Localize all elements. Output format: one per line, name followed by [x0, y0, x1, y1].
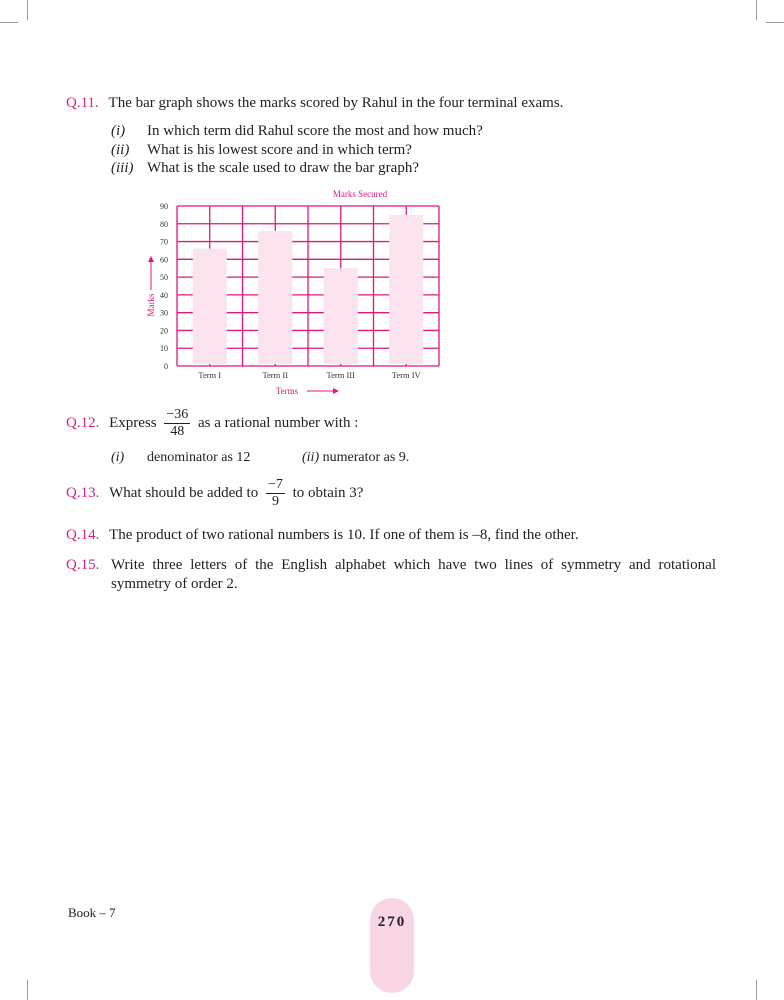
crop-mark — [27, 980, 28, 1000]
question-number: Q.14. — [66, 527, 100, 543]
denominator: 48 — [170, 424, 185, 439]
question-text: What should be added to — [109, 484, 259, 501]
y-tick-label: 30 — [160, 308, 168, 318]
book-label: Book – 7 — [68, 905, 116, 920]
part-label: (ii) — [302, 450, 320, 465]
page-number-tab — [370, 898, 414, 993]
page-number: 270 — [377, 914, 407, 930]
part-text: What is his lowest score and in which term? — [147, 142, 412, 158]
fraction — [266, 477, 285, 510]
q12-part-ii — [302, 450, 409, 466]
y-axis-arrow — [148, 256, 154, 290]
y-tick-label: 10 — [160, 344, 168, 354]
y-axis-label: Marks — [146, 293, 156, 317]
numerator: −7 — [267, 477, 283, 492]
bar-chart — [0, 0, 784, 420]
y-tick-label: 60 — [160, 255, 168, 265]
question-13 — [66, 477, 363, 510]
question-text: as a rational number with : — [198, 414, 359, 431]
question-text: Express — [109, 414, 157, 431]
bar-term-iii — [324, 268, 358, 364]
part-text: What is the scale used to draw the bar graph? — [147, 160, 419, 176]
y-tick-label: 40 — [160, 290, 168, 300]
question-number: Q.11. — [66, 95, 99, 111]
fraction — [164, 407, 190, 440]
q12-part-i — [111, 450, 250, 466]
numerator: −36 — [166, 407, 189, 422]
y-tick-label: 0 — [164, 362, 168, 371]
question-text: to obtain 3? — [292, 484, 364, 501]
question-14 — [66, 526, 579, 545]
part-label: (i) — [111, 450, 125, 465]
bar-term-ii — [258, 231, 292, 364]
y-tick-label: 20 — [160, 326, 168, 336]
x-tick-label: Term III — [326, 370, 355, 380]
part-text: numerator as 9. — [322, 450, 410, 465]
question-text: The product of two rational numbers is 10. If one of them is –8, find the other. — [109, 527, 579, 543]
denominator: 9 — [271, 494, 279, 509]
question-text: Write three letters of the English alphabet which have two lines of symmetry and rotational symmetry of order 2. — [111, 557, 716, 592]
bar-term-iv — [389, 215, 423, 364]
part-label: (ii) — [111, 142, 130, 158]
chart-title: Marks Secured — [332, 189, 388, 199]
question-number: Q.13. — [66, 484, 100, 501]
x-tick-label: Term I — [198, 370, 222, 380]
x-tick-label: Term II — [262, 370, 289, 380]
x-axis-arrow — [307, 388, 339, 394]
part-label: (iii) — [111, 160, 134, 176]
question-15 — [66, 556, 716, 594]
part-text: denominator as 12 — [147, 450, 251, 465]
part-text: In which term did Rahul score the most and how much? — [147, 123, 483, 139]
x-axis-label: Terms — [275, 386, 299, 396]
question-12 — [66, 407, 358, 440]
part-label: (i) — [111, 123, 126, 139]
y-tick-label: 70 — [160, 237, 168, 247]
x-tick-label: Term IV — [391, 370, 421, 380]
y-tick-label: 90 — [160, 202, 168, 211]
question-number: Q.15. — [66, 557, 100, 573]
crop-mark — [756, 980, 757, 1000]
question-text: The bar graph shows the marks scored by Rahul in the four terminal exams. — [108, 95, 564, 111]
y-tick-label: 50 — [160, 273, 168, 283]
question-number: Q.12. — [66, 414, 100, 431]
bar-term-i — [193, 249, 227, 364]
y-tick-label: 80 — [160, 219, 168, 229]
